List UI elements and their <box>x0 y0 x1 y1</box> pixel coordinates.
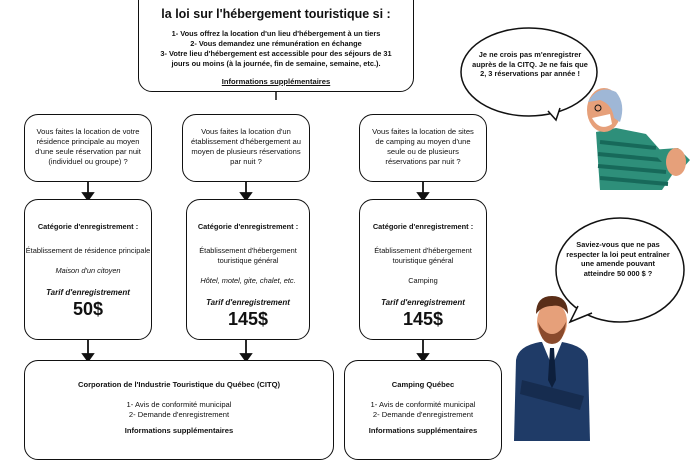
tarif-label: Tarif d'enregistrement <box>206 298 290 307</box>
criteria-item: 1- Vous offrez la location d'un lieu d'hébergement à un tiers <box>171 29 381 38</box>
more-info-link[interactable]: Informations supplémentaires <box>221 77 331 86</box>
criteria-item: 3- Votre lieu d'hébergement est accessible pour des séjours de 31 <box>160 49 392 58</box>
org-info-link[interactable]: Informations supplémentaires <box>124 426 234 435</box>
org-box-citq <box>24 360 334 460</box>
tarif-label: Tarif d'enregistrement <box>46 288 130 297</box>
question-residence: Vous faites la location de votre résidence principale au moyen d'une seule réservation par nuit (individuel ou groupe) ? <box>24 114 152 182</box>
org-box-camping-quebec <box>344 360 502 460</box>
org-name: Camping Québec <box>391 380 455 389</box>
tarif-price: 145$ <box>402 309 444 329</box>
category-example: Maison d'un citoyen <box>55 266 121 275</box>
category-example: Hôtel, motel, gite, chalet, etc. <box>200 276 296 285</box>
criteria-item: 2- Vous demandez une rémunération en échange <box>190 39 362 48</box>
org-info-link[interactable]: Informations supplémentaires <box>368 426 478 435</box>
category-card-general <box>186 199 310 340</box>
category-heading: Catégorie d'enregistrement : <box>37 222 139 231</box>
org-step: 2- Demande d'enregistrement <box>372 410 474 419</box>
category-card-camping <box>359 199 487 340</box>
law-criteria-title: la loi sur l'hébergement touristique si : <box>161 7 391 21</box>
criteria-item: jours ou moins (à la journée, fin de semaine, semaine, etc.). <box>171 59 381 68</box>
question-etablissement: Vous faites la location d'un établissement d'hébergement au moyen de plusieurs réservations par nuit ? <box>182 114 310 182</box>
org-step: 1- Avis de conformité municipal <box>126 400 232 409</box>
category-type: Établissement de résidence principale <box>25 246 151 255</box>
org-step: 2- Demande d'enregistrement <box>128 410 230 419</box>
tarif-price: 145$ <box>227 309 269 329</box>
category-heading: Catégorie d'enregistrement : <box>372 222 474 231</box>
bubble-text-businessman: Saviez-vous que ne pas respecter la loi peut entraîner une amende pouvant atteindre 50 000 $ ? <box>566 240 670 278</box>
category-example: Camping <box>408 276 438 285</box>
category-card-residence <box>24 199 152 340</box>
old-man-illustration <box>587 88 690 190</box>
tarif-label: Tarif d'enregistrement <box>381 298 465 307</box>
bubble-text-old-man: Je ne crois pas m'enregistrer auprès de la CITQ. Je ne fais que 2, 3 réservations par année ! <box>472 50 588 78</box>
question-camping: Vous faites la location de sites de camping au moyen d'une seule ou de plusieurs réservations par nuit ? <box>359 114 487 182</box>
org-step: 1- Avis de conformité municipal <box>370 400 476 409</box>
category-heading: Catégorie d'enregistrement : <box>197 222 299 231</box>
law-criteria-box <box>138 0 414 92</box>
org-name: Corporation de l'Industrie Touristique du Québec (CITQ) <box>77 380 281 389</box>
law-criteria-list <box>139 29 413 69</box>
category-type: Établissement d'hébergement touristique général <box>374 246 472 265</box>
category-type: Établissement d'hébergement touristique général <box>199 246 297 265</box>
tarif-price: 50$ <box>72 299 104 319</box>
